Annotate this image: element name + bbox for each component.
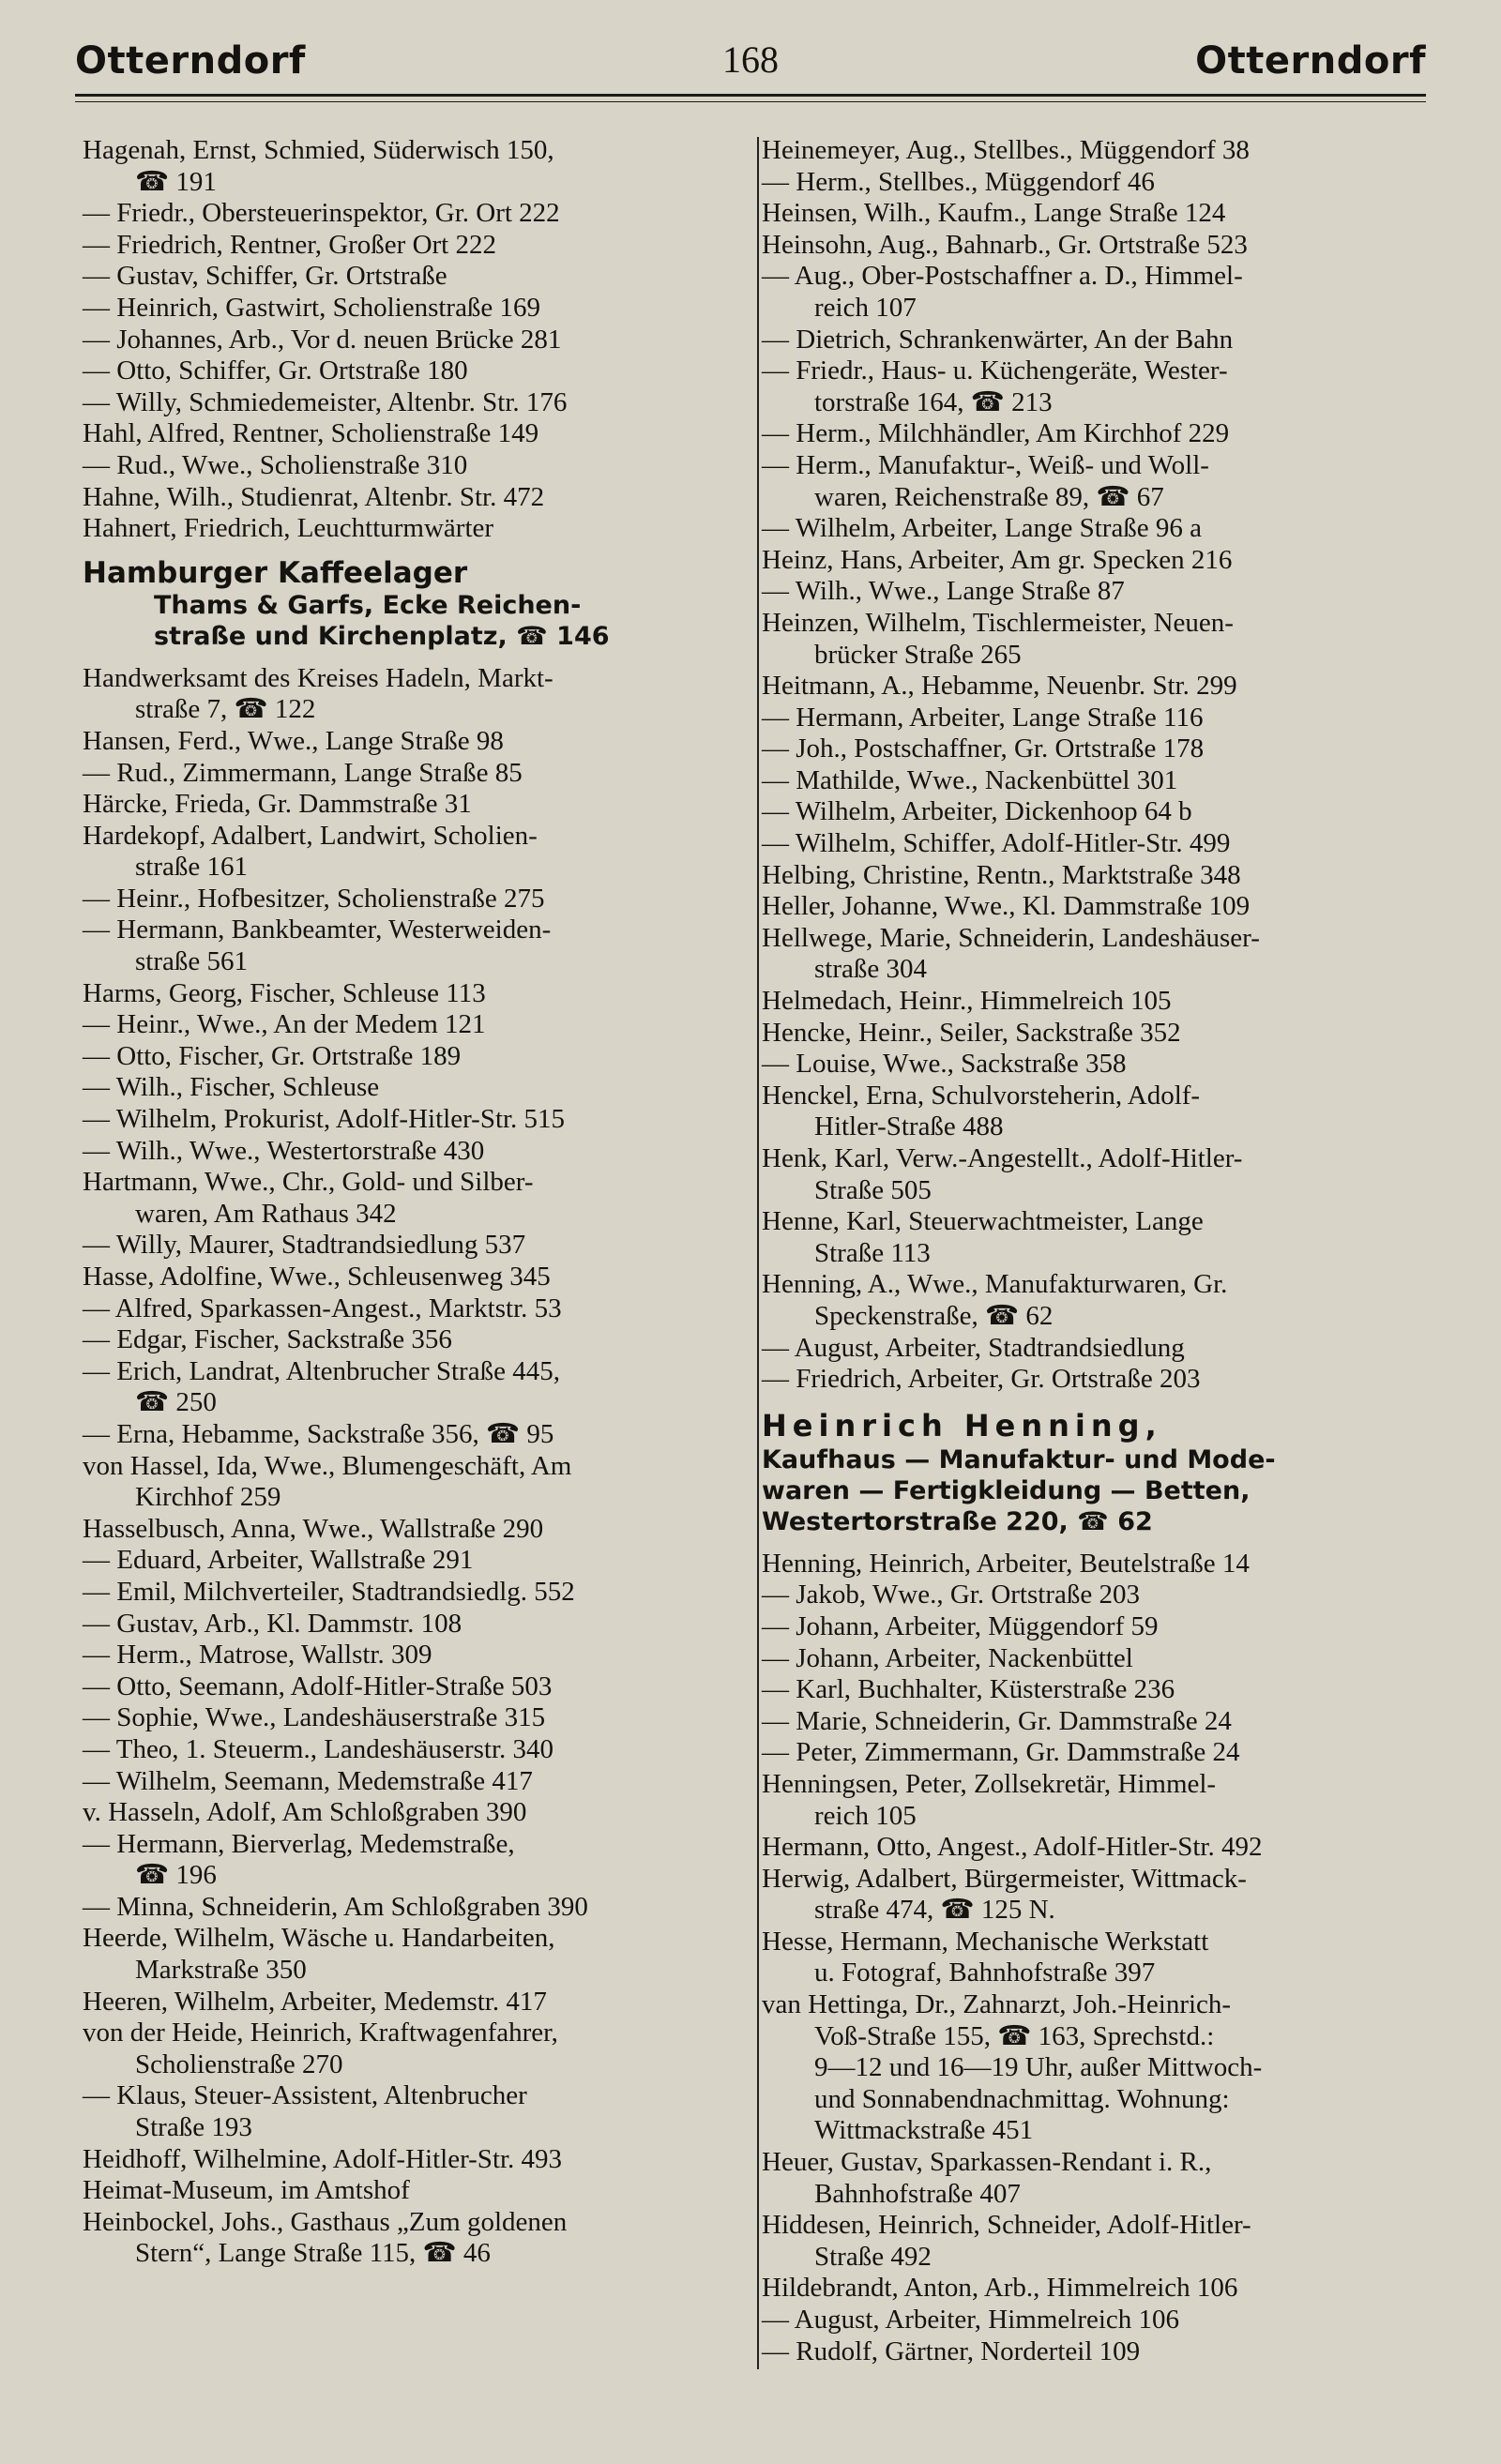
directory-entry	[83, 1797, 730, 1829]
directory-entry	[762, 1333, 1409, 1365]
entry-line: Heeren, Wilhelm, Arbeiter, Medemstr. 417	[83, 1986, 547, 2017]
directory-entry	[762, 671, 1409, 703]
entry-line: Hasse, Adolfine, Wwe., Schleusenweg 345	[83, 1262, 551, 1292]
entry-line: Heidhoff, Wilhelmine, Adolf-Hitler-Str. 493	[83, 2143, 563, 2174]
entry-line: — Alfred, Sparkassen-Angest., Marktstr. 53	[83, 1292, 562, 1323]
directory-entry	[762, 1832, 1409, 1864]
directory-entry	[762, 2273, 1409, 2305]
entry-line: — Wilh., Wwe., Westertorstraße 430	[83, 1135, 485, 1166]
directory-entry	[83, 482, 730, 514]
directory-entry	[83, 1640, 730, 1671]
directory-entry	[762, 261, 1409, 324]
entry-line: Hahl, Alfred, Rentner, Scholienstraße 149	[83, 418, 539, 449]
directory-entry	[83, 1514, 730, 1546]
entry-line: — Wilhelm, Prokurist, Adolf-Hitler-Str. 515	[83, 1104, 566, 1135]
directory-entry	[762, 167, 1409, 199]
ad-line3: Westertorstraße 220, ☎ 62	[762, 1506, 1153, 1536]
entry-line: — Mathilde, Wwe., Nackenbüttel 301	[762, 764, 1178, 795]
directory-entry	[762, 1206, 1409, 1269]
entry-line: — Willy, Schmiedemeister, Altenbr. Str. 176	[83, 386, 568, 417]
entry-continuation: reich 107	[814, 292, 917, 323]
directory-entry	[83, 1262, 730, 1293]
directory-entry	[83, 387, 730, 419]
entry-line: v. Hasseln, Adolf, Am Schloßgraben 390	[83, 1797, 527, 1828]
directory-entry	[762, 1706, 1409, 1738]
entry-line: — Heinr., Wwe., An der Medem 121	[83, 1009, 486, 1040]
directory-entry	[762, 230, 1409, 262]
entry-continuation: Wittmackstraße 451	[814, 2115, 1034, 2146]
entry-line: — Hermann, Bankbeamter, Westerweiden-	[83, 915, 552, 945]
directory-entry	[83, 1577, 730, 1609]
directory-entry	[762, 1737, 1409, 1769]
entry-line: — Willy, Maurer, Stadtrandsiedlung 537	[83, 1230, 526, 1261]
directory-entry	[83, 325, 730, 356]
entry-continuation: straße 161	[135, 852, 248, 883]
entry-line: — Edgar, Fischer, Sackstraße 356	[83, 1324, 452, 1355]
entry-continuation: straße 474, ☎ 125 N.	[814, 1895, 1055, 1926]
directory-entry	[83, 978, 730, 1010]
entry-line: Helbing, Christine, Rentn., Marktstraße 348	[762, 859, 1241, 890]
entry-line: — Otto, Schiffer, Gr. Ortstraße 180	[83, 355, 468, 386]
directory-entry	[762, 1580, 1409, 1611]
directory-entry	[762, 703, 1409, 734]
directory-entry	[83, 1167, 730, 1230]
directory-entry	[762, 450, 1409, 513]
directory-entry	[762, 2305, 1409, 2336]
entry-line: Herwig, Adalbert, Bürgermeister, Wittmack-	[762, 1863, 1247, 1894]
entry-line: — Heinr., Hofbesitzer, Scholienstraße 275	[83, 883, 545, 914]
entry-line: — Gustav, Schiffer, Gr. Ortstraße	[83, 261, 447, 292]
directory-entry	[762, 418, 1409, 450]
entry-line: Hahne, Wilh., Studienrat, Altenbr. Str. 472	[83, 481, 545, 512]
entry-line: Heitmann, A., Hebamme, Neuenbr. Str. 299	[762, 671, 1237, 702]
entry-continuation: ☎ 250	[135, 1387, 217, 1418]
entry-line: — Hermann, Bierverlag, Medemstraße,	[83, 1828, 515, 1859]
entry-line: Hansen, Ferd., Wwe., Lange Straße 98	[83, 725, 504, 756]
entry-line: — August, Arbeiter, Stadtrandsiedlung	[762, 1332, 1185, 1363]
ad-title: Hamburger Kaffeelager	[83, 555, 468, 590]
directory-entry	[83, 1829, 730, 1892]
directory-entry	[83, 2080, 730, 2143]
entry-continuation: u. Fotograf, Bahnhofstraße 397	[814, 1958, 1156, 1988]
entry-line: — Friedr., Haus- u. Küchengeräte, Wester-	[762, 355, 1228, 386]
entry-line: Heinz, Hans, Arbeiter, Am gr. Specken 216	[762, 544, 1233, 575]
entry-line: — Herm., Matrose, Wallstr. 309	[83, 1640, 432, 1670]
directory-entry	[83, 1734, 730, 1766]
entry-continuation: Straße 113	[814, 1237, 931, 1268]
directory-entry	[762, 1549, 1409, 1580]
directory-entry	[762, 355, 1409, 418]
directory-entry	[83, 1230, 730, 1262]
directory-entry	[83, 884, 730, 915]
directory-entry	[83, 789, 730, 821]
entry-line: von der Heide, Heinrich, Kraftwagenfahrer,	[83, 2018, 558, 2048]
directory-entry	[762, 1989, 1409, 2147]
entry-continuation: Kirchhof 259	[135, 1482, 281, 1513]
entry-line: — Friedrich, Rentner, Großer Ort 222	[83, 229, 496, 260]
directory-entry	[762, 513, 1409, 545]
entry-continuation: torstraße 164, ☎ 213	[814, 386, 1053, 417]
entry-line: Härcke, Frieda, Gr. Dammstraße 31	[83, 789, 472, 820]
entry-line: Helmedach, Heinr., Himmelreich 105	[762, 986, 1172, 1017]
right-ad	[762, 1407, 1409, 1537]
entry-continuation: 9—12 und 16—19 Uhr, außer Mittwoch-	[814, 2052, 1263, 2083]
entry-continuation: straße 561	[135, 946, 248, 977]
entry-continuation: ☎ 191	[135, 166, 217, 197]
entry-line: — Rud., Zimmermann, Lange Straße 85	[83, 757, 523, 788]
entry-continuation: Hitler-Straße 488	[814, 1111, 1004, 1142]
entry-line: Henning, A., Wwe., Manufakturwaren, Gr.	[762, 1269, 1228, 1300]
ad-title: Heinrich Henning,	[762, 1407, 1162, 1444]
directory-entry	[83, 1451, 730, 1514]
entry-line: — Friedrich, Arbeiter, Gr. Ortstraße 203	[762, 1364, 1201, 1395]
entry-line: — Erna, Hebamme, Sackstraße 356, ☎ 95	[83, 1418, 554, 1449]
entry-line: — Wilhelm, Arbeiter, Dickenhoop 64 b	[762, 796, 1192, 827]
entry-line: Hiddesen, Heinrich, Schneider, Adolf-Hitler-	[762, 2210, 1251, 2241]
entry-line: — Johannes, Arb., Vor d. neuen Brücke 281	[83, 324, 562, 355]
entry-line: Hasselbusch, Anna, Wwe., Wallstraße 290	[83, 1513, 544, 1544]
entry-line: Heinzen, Wilhelm, Tischlermeister, Neuen-	[762, 607, 1234, 638]
entry-line: — Friedr., Obersteuerinspektor, Gr. Ort 222	[83, 198, 560, 229]
directory-entry	[762, 1611, 1409, 1643]
entry-continuation: reich 105	[814, 1800, 917, 1831]
directory-entry	[83, 1072, 730, 1104]
directory-entry	[83, 1104, 730, 1136]
entry-line: — Wilh., Fischer, Schleuse	[83, 1072, 380, 1103]
entry-line: Hencke, Heinr., Seiler, Sackstraße 352	[762, 1017, 1181, 1048]
directory-entry	[83, 821, 730, 884]
entry-line: Hagenah, Ernst, Schmied, Süderwisch 150,	[83, 135, 554, 165]
directory-entry	[83, 1009, 730, 1041]
entry-line: — Wilhelm, Schiffer, Adolf-Hitler-Str. 499	[762, 828, 1231, 859]
entry-line: — Herm., Manufaktur-, Weiß- und Woll-	[762, 449, 1209, 480]
directory-entry	[762, 1018, 1409, 1050]
entry-continuation: Straße 505	[814, 1174, 932, 1205]
directory-entry	[762, 2210, 1409, 2273]
entry-line: — Hermann, Arbeiter, Lange Straße 116	[762, 702, 1204, 733]
page-number: 168	[722, 38, 779, 81]
entry-line: — Johann, Arbeiter, Nackenbüttel	[762, 1642, 1133, 1673]
entry-continuation: Markstraße 350	[135, 1955, 307, 1986]
header-rule-thin	[75, 101, 1426, 102]
entry-line: — August, Arbeiter, Himmelreich 106	[762, 2305, 1180, 2335]
directory-entry	[83, 663, 730, 726]
directory-entry	[83, 450, 730, 482]
directory-entry	[762, 1927, 1409, 1989]
directory-entry	[762, 733, 1409, 765]
entry-line: — Emil, Milchverteiler, Stadtrandsiedlg. 552	[83, 1576, 575, 1607]
entry-line: von Hassel, Ida, Wwe., Blumengeschäft, Am	[83, 1450, 572, 1481]
entry-line: Heinemeyer, Aug., Stellbes., Müggendorf 38	[762, 135, 1250, 165]
entry-continuation: waren, Am Rathaus 342	[135, 1198, 397, 1229]
directory-entry	[762, 198, 1409, 230]
entry-line: Hahnert, Friedrich, Leuchtturmwärter	[83, 513, 494, 544]
directory-entry	[83, 355, 730, 387]
directory-entry	[762, 1674, 1409, 1706]
entry-continuation: Straße 492	[814, 2241, 932, 2272]
entry-line: — Louise, Wwe., Sackstraße 358	[762, 1049, 1127, 1080]
directory-entry	[83, 915, 730, 977]
entry-line: — Peter, Zimmermann, Gr. Dammstraße 24	[762, 1737, 1240, 1768]
entry-line: — Wilhelm, Seemann, Medemstraße 417	[83, 1765, 533, 1796]
directory-entry	[762, 576, 1409, 608]
directory-entry	[83, 135, 730, 198]
entry-continuation: Bahnhofstraße 407	[814, 2178, 1021, 2209]
entry-line: Hellwege, Marie, Schneiderin, Landeshäuser-	[762, 922, 1260, 953]
entry-continuation: Scholienstraße 270	[135, 2048, 343, 2079]
directory-entry	[762, 986, 1409, 1018]
entry-line: Heinsen, Wilh., Kaufm., Lange Straße 124	[762, 198, 1226, 229]
entry-line: — Joh., Postschaffner, Gr. Ortstraße 178	[762, 733, 1205, 764]
directory-entry	[83, 293, 730, 325]
directory-entry	[762, 1269, 1409, 1332]
directory-entry	[762, 1081, 1409, 1143]
entry-line: — Johann, Arbeiter, Müggendorf 59	[762, 1610, 1159, 1641]
directory-entry	[83, 1702, 730, 1734]
entry-line: — Otto, Fischer, Gr. Ortstraße 189	[83, 1040, 462, 1071]
entry-continuation: ☎ 196	[135, 1860, 217, 1891]
entry-continuation: straße 304	[814, 954, 927, 985]
entry-line: — Herm., Milchhändler, Am Kirchhof 229	[762, 418, 1230, 449]
directory-entry	[83, 2018, 730, 2080]
directory-entry	[762, 135, 1409, 167]
entry-line: Henckel, Erna, Schulvorsteherin, Adolf-	[762, 1080, 1201, 1111]
entry-line: Hartmann, Wwe., Chr., Gold- und Silber-	[83, 1167, 534, 1198]
directory-entry	[762, 545, 1409, 577]
entry-line: — Karl, Buchhalter, Küsterstraße 236	[762, 1674, 1175, 1705]
entry-line: Henningsen, Peter, Zollsekretär, Himmel-	[762, 1768, 1217, 1799]
entry-line: — Aug., Ober-Postschaffner a. D., Himmel-	[762, 261, 1243, 292]
directory-entry	[83, 2144, 730, 2176]
directory-entry	[83, 418, 730, 450]
directory-entry	[83, 2175, 730, 2207]
directory-entry	[83, 1324, 730, 1356]
header-rule	[75, 94, 1426, 97]
entry-line: Heerde, Wilhelm, Wäsche u. Handarbeiten,	[83, 1923, 555, 1954]
directory-entry	[83, 513, 730, 545]
page-header	[75, 34, 1426, 90]
entry-line: — Herm., Stellbes., Müggendorf 46	[762, 166, 1155, 197]
directory-entry	[762, 1769, 1409, 1832]
directory-entry	[762, 1364, 1409, 1396]
entry-continuation: Stern“, Lange Straße 115, ☎ 46	[135, 2238, 491, 2269]
entry-line: Hermann, Otto, Angest., Adolf-Hitler-Str. 492	[762, 1832, 1263, 1863]
directory-entry	[762, 2336, 1409, 2368]
entry-line: Henk, Karl, Verw.-Angestellt., Adolf-Hitler-	[762, 1143, 1243, 1173]
directory-entry	[83, 261, 730, 293]
entry-line: — Klaus, Steuer-Assistent, Altenbrucher	[83, 2080, 527, 2111]
directory-entry	[762, 1864, 1409, 1927]
header-city-left: Otterndorf	[75, 39, 306, 83]
entry-line: Heinsohn, Aug., Bahnarb., Gr. Ortstraße 523	[762, 229, 1248, 260]
entry-line: Hardekopf, Adalbert, Landwirt, Scholien-	[83, 820, 538, 851]
directory-entry	[762, 1143, 1409, 1206]
directory-entry	[83, 1545, 730, 1577]
entry-line: — Gustav, Arb., Kl. Dammstr. 108	[83, 1608, 462, 1639]
directory-entry	[83, 758, 730, 790]
directory-entry	[83, 1923, 730, 1986]
directory-entry	[762, 1643, 1409, 1675]
directory-entry	[762, 860, 1409, 892]
ad-line1: Thams & Garfs, Ecke Reichen-	[154, 590, 582, 620]
entry-line: — Erich, Landrat, Altenbrucher Straße 445,	[83, 1355, 560, 1386]
left-column	[83, 135, 730, 2270]
column-divider	[757, 137, 759, 2369]
ad-line1: Kaufhaus — Manufaktur- und Mode-	[762, 1444, 1276, 1474]
directory-entry	[83, 230, 730, 262]
entry-line: — Theo, 1. Steuerm., Landeshäuserstr. 340	[83, 1733, 554, 1764]
entry-continuation: und Sonnabendnachmittag. Wohnung:	[814, 2083, 1230, 2114]
directory-entry	[83, 1419, 730, 1451]
entry-line: — Jakob, Wwe., Gr. Ortstraße 203	[762, 1580, 1140, 1610]
directory-entry	[762, 608, 1409, 671]
entry-line: Henne, Karl, Steuerwachtmeister, Lange	[762, 1206, 1204, 1237]
directory-entry	[83, 198, 730, 230]
directory-entry	[762, 891, 1409, 923]
right-column	[762, 135, 1409, 2367]
entry-line: — Dietrich, Schrankenwärter, An der Bahn	[762, 324, 1234, 355]
entry-continuation: Voß-Straße 155, ☎ 163, Sprechstd.:	[814, 2020, 1215, 2051]
entry-continuation: Speckenstraße, ☎ 62	[814, 1300, 1054, 1331]
directory-entry	[83, 726, 730, 758]
ad-line2: waren — Fertigkleidung — Betten,	[762, 1475, 1251, 1505]
entry-line: Henning, Heinrich, Arbeiter, Beutelstraße 14	[762, 1548, 1250, 1579]
entry-line: van Hettinga, Dr., Zahnarzt, Joh.-Heinrich-	[762, 1989, 1232, 2020]
left-ad	[83, 556, 730, 652]
entry-line: — Otto, Seemann, Adolf-Hitler-Straße 503	[83, 1670, 553, 1701]
directory-entry	[83, 1293, 730, 1325]
directory-entry	[762, 828, 1409, 860]
entry-line: — Rudolf, Gärtner, Norderteil 109	[762, 2336, 1141, 2366]
entry-line: Heimat-Museum, im Amtshof	[83, 2175, 410, 2206]
entry-line: — Wilh., Wwe., Lange Straße 87	[762, 576, 1125, 607]
entry-continuation: waren, Reichenstraße 89, ☎ 67	[814, 481, 1164, 512]
entry-line: Heuer, Gustav, Sparkassen-Rendant i. R.,	[762, 2147, 1212, 2178]
entry-line: Handwerksamt des Kreises Hadeln, Markt-	[83, 662, 553, 693]
directory-entry	[762, 765, 1409, 797]
entry-line: — Minna, Schneiderin, Am Schloßgraben 390	[83, 1891, 588, 1922]
directory-entry	[83, 2207, 730, 2270]
entry-line: Harms, Georg, Fischer, Schleuse 113	[83, 977, 486, 1008]
entry-line: — Rud., Wwe., Scholienstraße 310	[83, 449, 468, 480]
entry-line: Hesse, Hermann, Mechanische Werkstatt	[762, 1926, 1209, 1957]
directory-entry	[83, 1041, 730, 1073]
entry-line: Hildebrandt, Anton, Arb., Himmelreich 106	[762, 2273, 1238, 2304]
entry-continuation: straße 7, ☎ 122	[135, 694, 316, 725]
entry-line: Heller, Johanne, Wwe., Kl. Dammstraße 109	[762, 891, 1251, 922]
entry-line: — Eduard, Arbeiter, Wallstraße 291	[83, 1545, 474, 1576]
entry-line: Heinbockel, Johs., Gasthaus „Zum goldenen	[83, 2206, 568, 2237]
directory-entry	[762, 796, 1409, 828]
directory-entry	[83, 1356, 730, 1419]
directory-entry	[83, 1136, 730, 1168]
directory-entry	[762, 923, 1409, 986]
directory-entry	[83, 1609, 730, 1640]
directory-entry	[762, 325, 1409, 356]
entry-continuation: Straße 193	[135, 2112, 252, 2143]
directory-entry	[83, 1671, 730, 1703]
directory-entry	[83, 1987, 730, 2018]
entry-line: — Wilhelm, Arbeiter, Lange Straße 96 a	[762, 513, 1203, 544]
entry-line: — Marie, Schneiderin, Gr. Dammstraße 24	[762, 1705, 1232, 1736]
entry-line: — Heinrich, Gastwirt, Scholienstraße 169	[83, 292, 541, 323]
directory-entry	[762, 1049, 1409, 1081]
header-city-right: Otterndorf	[1195, 39, 1426, 83]
directory-entry	[83, 1892, 730, 1924]
entry-continuation: brücker Straße 265	[814, 639, 1022, 670]
directory-entry	[762, 2147, 1409, 2210]
directory-entry	[83, 1766, 730, 1798]
ad-line2: straße und Kirchenplatz, ☎ 146	[154, 621, 610, 651]
entry-line: — Sophie, Wwe., Landeshäuserstraße 315	[83, 1702, 546, 1733]
